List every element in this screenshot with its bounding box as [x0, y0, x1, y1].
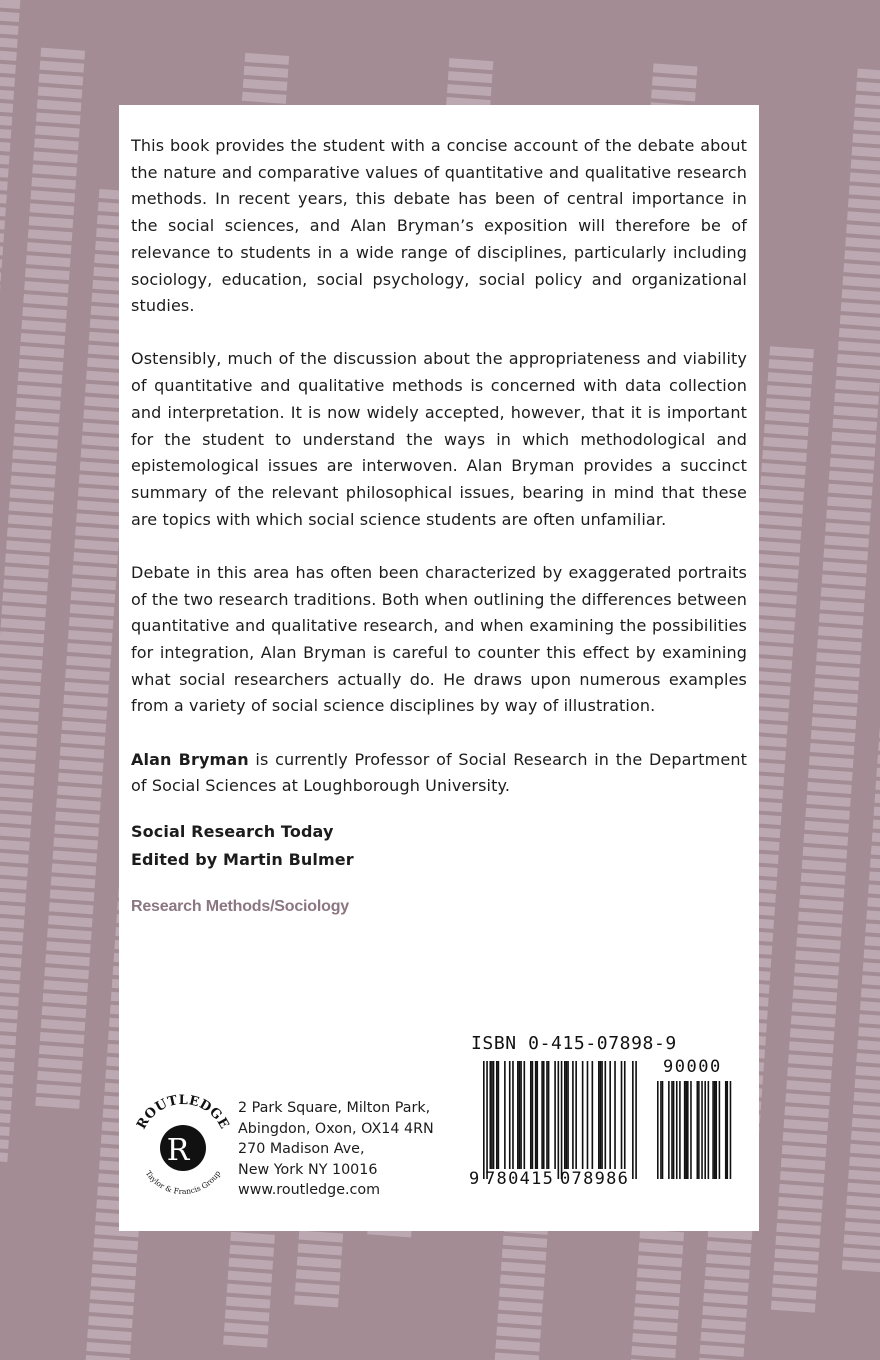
author-name: Alan Bryman — [131, 749, 249, 769]
price-barcode-bar — [712, 1081, 714, 1179]
barcode-bar — [509, 1061, 511, 1169]
address-line: 270 Madison Ave, — [238, 1141, 365, 1157]
barcode-bar — [635, 1061, 637, 1179]
price-barcode-bar — [662, 1081, 664, 1179]
series-editor: Edited by Martin Bulmer — [131, 849, 354, 869]
price-barcode-bar — [714, 1081, 716, 1179]
isbn-label: ISBN 0-415-07898-9 — [471, 1033, 677, 1054]
price-barcode-bar — [690, 1081, 692, 1179]
barcode-bar — [524, 1061, 526, 1169]
barcode-bar — [621, 1061, 623, 1169]
barcode-bar — [519, 1061, 521, 1169]
address-line: Abingdon, Oxon, OX14 4RN — [238, 1120, 434, 1137]
barcode-bars — [483, 1061, 637, 1179]
barcode-bar — [592, 1061, 594, 1169]
price-barcode-bars — [657, 1081, 731, 1179]
logo-group-text: Taylor & Francis Group — [143, 1168, 223, 1197]
barcode-bar — [564, 1061, 566, 1169]
price-barcode-bar — [715, 1081, 717, 1179]
price-barcode-bar — [701, 1081, 703, 1179]
description-paragraph-2: Ostensibly, much of the discussion about the appropriateness and viability of quantitative and qualitative methods is concerned with data collection and interpretation. It is now widely accepted, however, that it is important for the student to understand the ways in which methodological and epistemological issues are interwoven. Alan Bryman provides a succinct summary of the relevant philosophical issues, bearing in mind that these are topics with which social science students are often unfamiliar. — [131, 349, 747, 529]
address-line: 2 Park Square, Milton Park, — [238, 1100, 431, 1116]
logo-r-icon: R — [166, 1133, 190, 1168]
description-paragraph-3: Debate in this area has often been characterized by exaggerated portraits of the two research traditions. Both when outlining the differences between quantitative and qualitative research, and when examining the possibilities for integration, Alan Bryman is careful to counter this effect by examining what social researchers actually do. He draws upon numerous examples from a variety of social science disciplines by way of illustration. — [131, 562, 747, 716]
barcode-bar — [601, 1061, 603, 1169]
barcode-bar — [609, 1061, 611, 1169]
publisher-address — [238, 1098, 434, 1201]
price-barcode-bar — [660, 1081, 662, 1179]
barcode-bar — [483, 1061, 485, 1179]
description-text — [131, 133, 747, 921]
price-barcode-bar — [704, 1081, 706, 1179]
price-barcode-bar — [697, 1081, 699, 1179]
barcode-bar — [587, 1061, 589, 1169]
ean-left-digits: 780415 — [485, 1169, 555, 1189]
barcode-bar — [632, 1061, 634, 1179]
barcode-bar — [504, 1061, 506, 1169]
price-barcode-bar — [676, 1081, 678, 1179]
price-barcode-bar — [730, 1081, 732, 1179]
price-barcode-bar — [708, 1081, 710, 1179]
barcode-bar — [546, 1061, 548, 1169]
logo-name-text: ROUTLEDGE — [134, 1092, 232, 1132]
barcode-bar — [624, 1061, 626, 1169]
barcode-bar — [582, 1061, 584, 1169]
barcode-bar — [614, 1061, 616, 1169]
address-line: New York NY 10016 — [238, 1161, 378, 1178]
price-barcode-bar — [727, 1081, 729, 1179]
barcode-bar — [535, 1061, 537, 1169]
barcode-bar — [512, 1061, 514, 1169]
barcode-bar — [566, 1061, 568, 1169]
barcode-bar — [558, 1061, 560, 1179]
barcode-bar — [536, 1061, 538, 1169]
price-barcode-bar — [657, 1081, 659, 1179]
ean-first-digit: 9 — [469, 1169, 480, 1189]
barcode-bar — [498, 1061, 500, 1169]
barcode-bar — [517, 1061, 519, 1169]
barcode-bar — [530, 1061, 532, 1169]
barcode-bar — [532, 1061, 534, 1169]
barcode-bar — [541, 1061, 543, 1169]
subject-category: Research Methods/Sociology — [131, 897, 349, 915]
barcode-bar — [548, 1061, 550, 1169]
routledge-logo — [127, 1090, 239, 1202]
description-paragraph-1: This book provides the student with a concise account of the debate about the nature and comparative values of quantitative and qualitative research methods. In recent years, this debate has been of central importance in the social sciences, and Alan Bryman’s exposition will therefore be of relevance to students in a wide range of disciplines, particularly including sociology, education, social psychology, social policy and organizational studies. — [131, 136, 747, 316]
barcode-bar — [567, 1061, 569, 1169]
barcode-bar — [561, 1061, 563, 1179]
barcode-bar — [598, 1061, 600, 1169]
author-bio — [131, 747, 747, 800]
price-barcode-bar — [698, 1081, 700, 1179]
barcode-bar — [520, 1061, 522, 1169]
barcode-bar — [572, 1061, 574, 1169]
barcode-bar — [600, 1061, 602, 1169]
price-code: 90000 — [663, 1057, 722, 1077]
price-barcode-bar — [725, 1081, 727, 1179]
back-cover-panel — [119, 105, 759, 1231]
series-title: Social Research Today — [131, 821, 334, 841]
price-barcode-bar — [684, 1081, 686, 1179]
barcode-bar — [543, 1061, 545, 1169]
barcode-bar — [554, 1061, 556, 1169]
barcode-bar — [493, 1061, 495, 1169]
barcode-bar — [605, 1061, 607, 1169]
author-bio-text: is currently Professor of Social Research in the Department of Social Sciences at Loughborough University. — [131, 749, 748, 796]
price-barcode-bar — [668, 1081, 670, 1179]
isbn-barcode — [457, 1055, 747, 1195]
publisher-website: www.routledge.com — [238, 1182, 381, 1198]
barcode-bar — [575, 1061, 577, 1169]
barcode-bar — [491, 1061, 493, 1169]
price-barcode-bar — [673, 1081, 675, 1179]
price-barcode-bar — [687, 1081, 689, 1179]
price-barcode-bar — [685, 1081, 687, 1179]
ean-right-digits: 078986 — [560, 1169, 630, 1189]
price-barcode-bar — [719, 1081, 721, 1179]
barcode-bar — [496, 1061, 498, 1169]
barcode-bar — [486, 1061, 488, 1179]
barcode-bar — [489, 1061, 491, 1169]
price-barcode-bar — [679, 1081, 681, 1179]
price-barcode-bar — [671, 1081, 673, 1179]
